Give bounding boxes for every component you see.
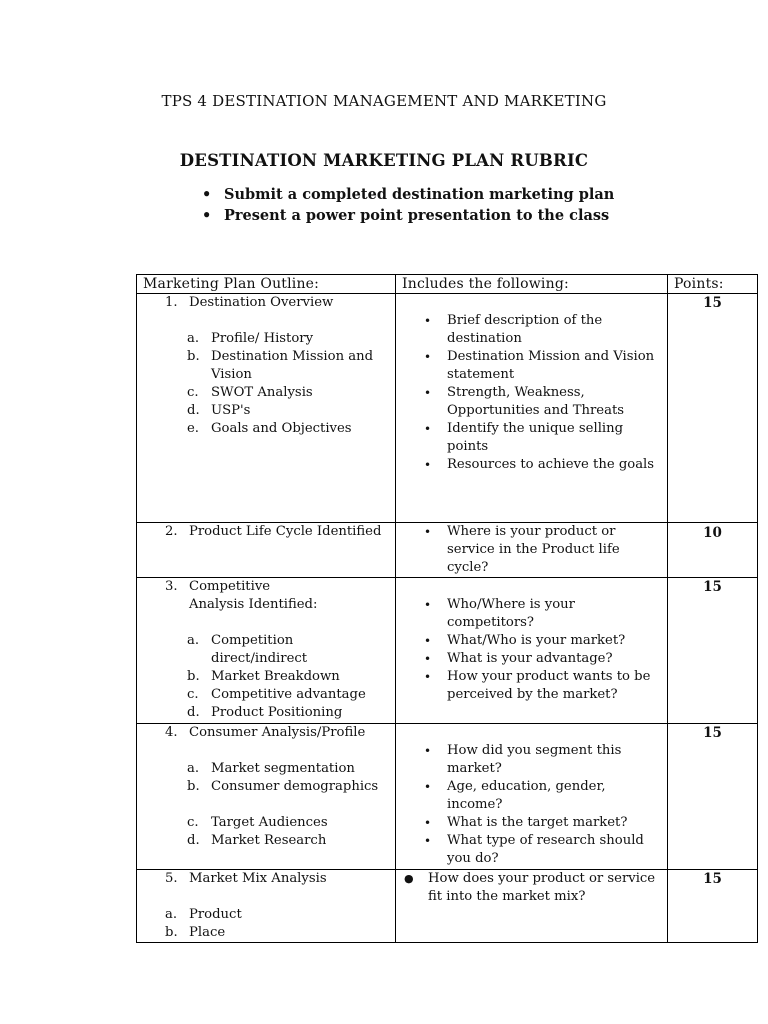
outline-cell xyxy=(137,294,396,523)
include-item: • Destination Mission and Vision statement xyxy=(396,348,667,384)
sub-item: d. USP's xyxy=(187,403,251,418)
includes-cell xyxy=(396,523,668,578)
item-number: 4. xyxy=(165,725,178,740)
points-cell: 15 xyxy=(668,578,758,724)
sub-item: b. Place xyxy=(165,925,226,940)
include-item: • Where is your product or service in the Product life cycle? xyxy=(396,523,667,577)
include-item: • Strength, Weakness, Opportunities and Threats xyxy=(396,384,667,420)
table-row xyxy=(137,724,758,870)
table-header-row xyxy=(137,275,758,294)
includes-list xyxy=(396,312,667,474)
outline-cell xyxy=(137,724,396,870)
sub-list xyxy=(137,906,395,942)
include-item: • What is the target market? xyxy=(396,814,667,832)
includes-list xyxy=(396,523,667,577)
table-row xyxy=(137,870,758,943)
includes-cell xyxy=(396,870,668,943)
include-item: • Who/Where is your competitors? xyxy=(396,596,667,632)
page-title: DESTINATION MARKETING PLAN RUBRIC xyxy=(179,151,589,170)
points-cell: 15 xyxy=(668,870,758,943)
requirement-item: • Present a power point presentation to the class xyxy=(200,205,614,226)
sub-item: d. Product Positioning xyxy=(187,705,343,720)
includes-list xyxy=(396,742,667,868)
outline-item xyxy=(137,578,395,614)
includes-cell xyxy=(396,578,668,724)
sub-item: b. Market Breakdown xyxy=(187,669,340,684)
sub-list xyxy=(137,814,395,850)
header-includes: Includes the following: xyxy=(396,275,668,294)
sub-item: a. Product xyxy=(165,907,242,922)
includes-cell xyxy=(396,724,668,870)
sub-item: e. Goals and Objectives xyxy=(187,421,352,436)
sub-item: c. SWOT Analysis xyxy=(187,385,313,400)
include-item: • Brief description of the destination xyxy=(396,312,667,348)
item-title: Destination Overview xyxy=(189,295,334,310)
sub-list xyxy=(137,632,395,722)
table-row xyxy=(137,294,758,523)
include-item: • What/Who is your market? xyxy=(396,632,667,650)
item-number: 1. xyxy=(165,295,178,310)
include-item: • Resources to achieve the goals xyxy=(396,456,667,474)
outline-item xyxy=(137,724,395,742)
sub-item: c. Target Audiences xyxy=(187,815,328,830)
requirement-item: • Submit a completed destination marketing plan xyxy=(200,184,614,205)
points-cell: 10 xyxy=(668,523,758,578)
include-item: • Age, education, gender, income? xyxy=(396,778,667,814)
outline-cell xyxy=(137,578,396,724)
sub-item: a. Competition direct/indirect xyxy=(187,633,308,666)
course-title: TPS 4 DESTINATION MANAGEMENT AND MARKETING xyxy=(161,92,607,110)
item-number: 2. xyxy=(165,524,178,539)
header-outline: Marketing Plan Outline: xyxy=(137,275,396,294)
item-number: 5. xyxy=(165,871,178,886)
includes-list xyxy=(396,596,667,704)
sub-item: c. Competitive advantage xyxy=(187,687,366,702)
item-title: Consumer Analysis/Profile xyxy=(189,725,366,740)
outline-cell xyxy=(137,870,396,943)
outline-item xyxy=(137,870,395,888)
outline-item xyxy=(137,523,395,541)
item-title: Competitive Analysis Identified: xyxy=(189,579,318,612)
item-number: 3. xyxy=(165,579,178,594)
table-row xyxy=(137,523,758,578)
outline-item xyxy=(137,294,395,312)
table-row xyxy=(137,578,758,724)
includes-list xyxy=(396,870,667,906)
includes-cell xyxy=(396,294,668,523)
sub-item: a. Profile/ History xyxy=(187,331,314,346)
include-item: ● How does your product or service fit into the market mix? xyxy=(396,870,667,906)
points-cell: 15 xyxy=(668,294,758,523)
include-item: • What is your advantage? xyxy=(396,650,667,668)
include-item: • How your product wants to be perceived by the market? xyxy=(396,668,667,704)
sub-item: d. Market Research xyxy=(187,833,327,848)
requirements-list xyxy=(200,184,614,226)
points-cell: 15 xyxy=(668,724,758,870)
item-title: Product Life Cycle Identified xyxy=(189,524,382,539)
item-title: Market Mix Analysis xyxy=(189,871,327,886)
include-item: • How did you segment this market? xyxy=(396,742,667,778)
sub-item: b. Consumer demographics xyxy=(187,779,379,794)
header-points: Points: xyxy=(668,275,758,294)
include-item: • What type of research should you do? xyxy=(396,832,667,868)
sub-list xyxy=(137,330,395,438)
sub-list xyxy=(137,760,395,796)
sub-item: a. Market segmentation xyxy=(187,761,355,776)
outline-cell xyxy=(137,523,396,578)
sub-item: b. Destination Mission and Vision xyxy=(187,349,374,382)
rubric-table xyxy=(136,274,758,943)
include-item: • Identify the unique selling points xyxy=(396,420,667,456)
